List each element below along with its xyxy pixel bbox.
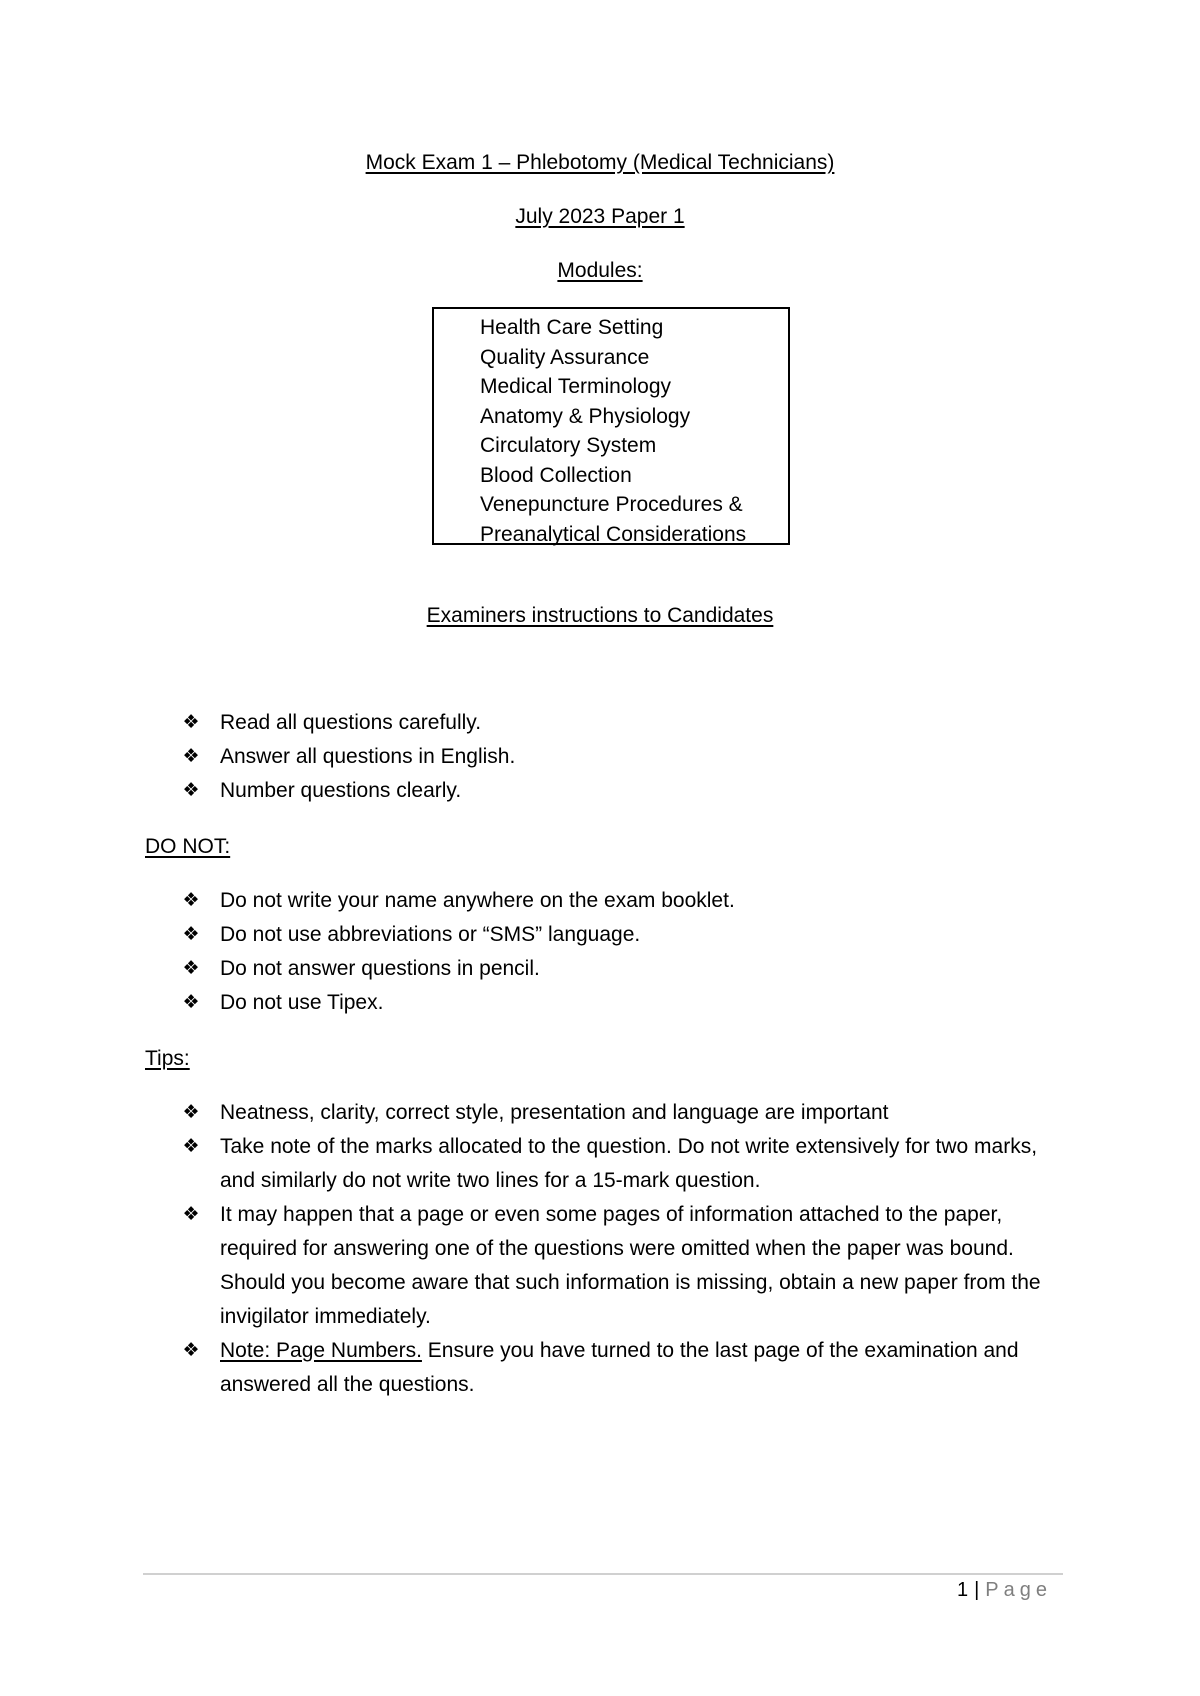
module-item: Quality Assurance [480, 345, 650, 369]
do-not-list [180, 884, 1080, 1020]
module-item: Anatomy & Physiology [480, 404, 691, 428]
note-label: Note: Page Numbers. [220, 1339, 422, 1362]
diamond-bullet-icon: ❖ [182, 890, 200, 911]
list-item-text: Read all questions carefully. [220, 711, 482, 734]
footer-divider [143, 1573, 1063, 1575]
instructions-list [180, 706, 1080, 808]
module-item: Health Care Setting [480, 316, 664, 339]
diamond-bullet-icon: ❖ [182, 780, 200, 801]
instructions-heading: Examiners instructions to Candidates [426, 604, 774, 627]
module-item: Venepuncture Procedures & [480, 493, 743, 516]
list-item [180, 1130, 1060, 1198]
tips-list [180, 1096, 1060, 1402]
list-item-text: Answer all questions in English. [220, 745, 516, 768]
module-item: Medical Terminology [480, 375, 672, 398]
list-item [180, 918, 1080, 952]
list-item [180, 1334, 1060, 1402]
diamond-bullet-icon: ❖ [182, 958, 200, 979]
footer-separator: | [974, 1579, 980, 1601]
diamond-bullet-icon: ❖ [182, 1136, 200, 1157]
list-item-text: Do not use abbreviations or “SMS” language. [220, 923, 641, 946]
page-footer [957, 1580, 1052, 1600]
list-item [180, 774, 1080, 808]
list-item [180, 1198, 1060, 1334]
note-text: Ensure you have turned to the last page of the examination and answered all the questions. [220, 1339, 1019, 1396]
diamond-bullet-icon: ❖ [182, 924, 200, 945]
list-item [180, 706, 1080, 740]
list-item [180, 952, 1080, 986]
exam-subtitle: July 2023 Paper 1 [515, 205, 685, 228]
list-item-text: Do not use Tipex. [220, 991, 384, 1014]
list-item-text: Do not write your name anywhere on the exam booklet. [220, 889, 735, 912]
list-item [180, 986, 1080, 1020]
diamond-bullet-icon: ❖ [182, 1340, 200, 1361]
modules-box [432, 307, 790, 545]
list-item [180, 740, 1080, 774]
diamond-bullet-icon: ❖ [182, 992, 200, 1013]
page-number: 1 [956, 1579, 969, 1601]
diamond-bullet-icon: ❖ [182, 712, 200, 733]
exam-title: Mock Exam 1 – Phlebotomy (Medical Technicians) [365, 151, 835, 174]
tips-heading: Tips: [145, 1047, 190, 1070]
do-not-heading: DO NOT: [145, 835, 231, 858]
list-item [180, 1096, 1060, 1130]
list-item-text: Number questions clearly. [220, 779, 462, 802]
module-item: Circulatory System [480, 434, 657, 457]
list-item-text: Do not answer questions in pencil. [220, 957, 540, 980]
diamond-bullet-icon: ❖ [182, 1102, 200, 1123]
list-item [180, 884, 1080, 918]
list-item-text: Neatness, clarity, correct style, presentation and language are important [220, 1101, 889, 1124]
list-item-text: Take note of the marks allocated to the question. Do not write extensively for two marks, and similarly do not write two lines for a 15-mark question. [220, 1135, 1038, 1192]
module-item: Blood Collection [480, 463, 632, 487]
list-item-text: It may happen that a page or even some pages of information attached to the paper, required for answering one of the questions were omitted when the paper was bound. Should you become aware that such information is missing, obtain a new paper from the invigilator immediately. [220, 1203, 1041, 1328]
modules-heading: Modules: [557, 259, 643, 282]
diamond-bullet-icon: ❖ [182, 746, 200, 767]
module-item: Preanalytical Considerations [480, 522, 747, 546]
page-word: Page [985, 1579, 1052, 1601]
diamond-bullet-icon: ❖ [182, 1204, 200, 1225]
